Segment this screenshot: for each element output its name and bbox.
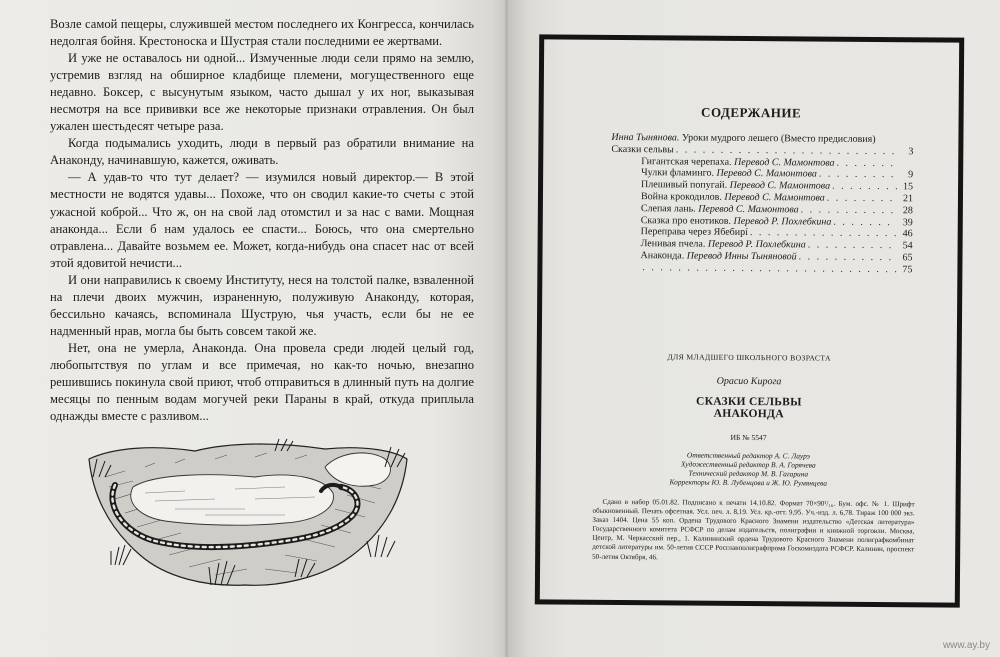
watermark: www.ay.by <box>942 640 990 651</box>
toc-entry: Переправа через Ябебирí . . . 46 <box>611 226 913 240</box>
toc-entry: . . . 75 <box>610 262 912 276</box>
imprint-paragraph: Сдано в набор 05.01.82. Подписано к печати 14.10.82. Формат 70×90¹/₁₆. Бум. офс. № 1. Шрифт обыкновенный. Печать офсетная. Усл. печ. л. 8,19. Усл. кр.-отт. 9,95. Уч.-изд. л. 6,78. Тираж 100 000 экз. Заказ 1404. Цена 55 коп. Ордена Трудового Красного Знамени издательство «Детская литература» Государственного комитета РСФСР по делам издательств, полиграфии и книжной торговли. Москва, Центр, М. Черкасский пер., 1. Калининский ордена Трудового Красного Знамени полиграфкомбинат детской литературы им. 50-летия СССР Росглавполиграфпрома Госкомиздата РСФСР. Калинин, проспект 50-летия Октября, 46. <box>592 497 915 561</box>
credit-line: Ответственный редактор А. С. Лаурэ <box>686 450 810 461</box>
credit-line: Художественный редактор В. А. Горячева <box>681 459 816 470</box>
snake-swamp-illustration-icon <box>85 437 410 589</box>
book-author: Орасио Кирога <box>716 375 782 388</box>
intro-author: Инна Тынянова. <box>611 131 680 144</box>
paragraph: Нет, она не умерла, Анаконда. Она провела среди людей целый год, любопытствуя по углам и все примечая, но как-то ночью, внезапно решившись покинула свой приют, чтоб отправиться в длинный путь на долгие месяцы по пенным водам могучей реки Параны в край, откуда приплыла однажды вместе с разливом... <box>50 340 474 424</box>
section-page: 3 <box>908 146 914 158</box>
toc-entry: Сказка про енотиков. Перевод Р. Похлебкина . . . 39 <box>611 214 913 228</box>
intro-title: Уроки мудрого лешего (Вместо предисловия) <box>681 132 876 145</box>
ib-number: ИБ № 5547 <box>730 432 767 443</box>
paragraph: И они направились к своему Институту, неся на толстой палке, взваленной на плечи двоих мужчин, израненную, полуживую Анаконду, которая, бессильно качаясь, вспоминала Шуструю, чья участь, если бы не ее надменный нрав, могла бы быть совсем такой же. <box>50 272 474 338</box>
toc-entry: Анаконда. Перевод Инны Тыняновой . . . 65 <box>610 250 912 264</box>
story-text <box>50 16 474 425</box>
book-title-line: АНАКОНДА <box>713 407 784 421</box>
book-title-line: СКАЗКИ СЕЛЬВЫ <box>695 395 802 409</box>
imprint-text <box>592 498 914 564</box>
toc-entry: Чулки фламинго. Перевод С. Мамонтова . . . 9 <box>611 167 913 181</box>
credit-line: Технический редактор М. В. Гагарина <box>688 468 809 479</box>
credit-line: Корректоры Ю. В. Лубенцова и Ж. Ю. Румянцева <box>669 477 827 488</box>
table-of-contents <box>610 132 913 276</box>
section-title: Сказки сельвы <box>611 143 674 156</box>
contents-frame <box>535 34 964 607</box>
book-title <box>541 394 956 421</box>
paragraph: Когда подымались уходить, люди в первый раз обратили внимание на Анаконду, начинавшую, кажется, оживать. <box>50 136 474 168</box>
paragraph: — А удав-то что тут делает? — изумился новый директор.— В этой местности не водятся удавы... Похоже, что он сводил какие-то счеты с этой ужасной коброй... Что ж, он на свой лад отомстил и за нас с вами. Мощная анаконда... Если б нам удалось ее спасти... Боюсь, что она смертельно отравлена... Давайте возьмем ее. Может, когда-нибудь она спасет нас от всей этой ядовитой нечисти... <box>50 170 474 270</box>
toc-entry: Плешивый попугай. Перевод С. Мамонтова . . . 15 <box>611 179 913 193</box>
toc-title: СОДЕРЖАНИЕ <box>701 104 802 121</box>
audience-label: ДЛЯ МЛАДШЕГО ШКОЛЬНОГО ВОЗРАСТА <box>667 352 831 363</box>
toc-entry: Война крокодилов. Перевод С. Мамонтова . . . 21 <box>611 191 913 205</box>
editorial-credits <box>541 449 956 488</box>
toc-entry: Слепая лань. Перевод С. Мамонтова . . . 28 <box>611 203 913 217</box>
paragraph: Возле самой пещеры, служившей местом последнего их Конгресса, кончилась недолгая бойня. Крестоноска и Шустрая стали последними ее жертвами. <box>50 17 474 49</box>
paragraph: И уже не оставалось ни одной... Измученные люди сели прямо на землю, устремив взгляд на обширное кладбище племени, могущественного еще недавно. Боксер, с высунутым языком, часто дышал у их ног, выказывая несмотря на все прививки все же некоторые признаки отравления. Он был ужален шестьдесят четыре раза. <box>50 51 474 134</box>
toc-entry: Гигантская черепаха. Перевод С. Мамонтова . . . <box>611 156 913 170</box>
toc-entry: Ленивая пчела. Перевод Р. Похлебкина . . . 54 <box>611 238 913 252</box>
